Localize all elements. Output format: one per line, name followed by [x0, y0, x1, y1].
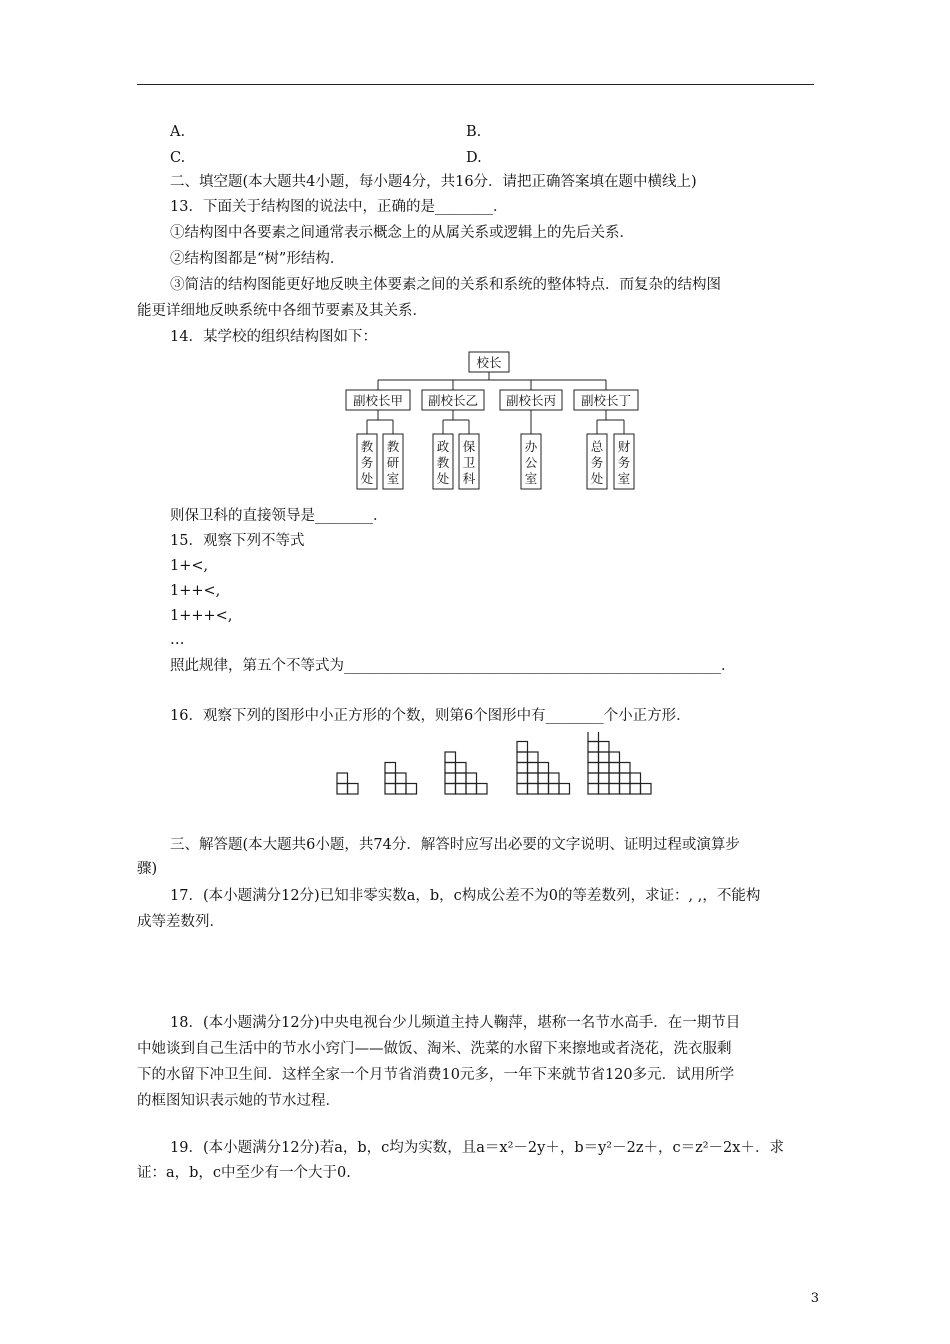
staircase-square [620, 763, 631, 774]
staircase-square [599, 742, 610, 753]
q16-stem: 16．观察下列的图形中小正方形的个数，则第6个图形中有________个小正方形． [170, 708, 691, 724]
q18-stem-line-3: 下的水留下冲卫生间．这样全家一个月节省消费10元多，一年下来就节省120多元．试用所学 [137, 1067, 735, 1083]
org-dept-2-char-2: 研 [386, 455, 400, 470]
section-2-header: 二、填空题(本大题共4小题，每小题4分，共16分．请把正确答案填在题中横线上) [170, 174, 697, 190]
staircase-square [456, 784, 467, 795]
org-dept-4-char-2: 卫 [462, 455, 476, 470]
q13-statement-1: ①结构图中各要素之间通常表示概念上的从属关系或逻辑上的先后关系． [170, 225, 634, 241]
q15-stem: 15．观察下列不等式 [170, 533, 305, 549]
q18-stem: 18．(本小题满分12分)中央电视台少儿频道主持人鞠萍，堪称一名节水高手．在一期节目 [170, 1015, 741, 1031]
staircase-square [630, 773, 641, 784]
option-d: D. [466, 150, 482, 166]
org-dept-1-char-1: 教 [360, 439, 374, 454]
staircase-square [445, 773, 456, 784]
staircase-square [609, 773, 620, 784]
staircase-square [385, 784, 396, 795]
staircase-square [538, 784, 549, 795]
org-dept-3-char-3: 处 [436, 471, 450, 486]
q13-stem: 13．下面关于结构图的说法中，正确的是________． [170, 199, 508, 215]
q15-ineq-2: 1++<, [170, 583, 221, 599]
q15-dots: … [170, 632, 185, 648]
staircase-square [385, 763, 396, 774]
staircase-square [348, 784, 359, 795]
org-dept-2-char-1: 教 [386, 439, 400, 454]
org-vp-1: 副校长甲 [352, 393, 404, 408]
staircase-square [528, 784, 539, 795]
staircase-square [588, 763, 599, 774]
org-dept-5-char-2: 公 [524, 455, 538, 470]
q19-stem-cont: 证：a，b，c中至少有一个大于0. [137, 1165, 351, 1181]
staircase-square [528, 773, 539, 784]
q15-ineq-3: 1+++<, [170, 608, 233, 624]
staircase-square [549, 773, 560, 784]
staircase-square [445, 763, 456, 774]
org-dept-5-char-1: 办 [524, 439, 538, 454]
staircase-square [528, 763, 539, 774]
staircase-square [466, 784, 477, 795]
page-number: 3 [810, 1291, 819, 1306]
org-dept-3-char-1: 政 [436, 439, 450, 454]
org-dept-6-char-2: 务 [590, 455, 604, 470]
q19-stem: 19．(本小题满分12分)若a，b，c均为实数，且a＝x²－2y＋，b＝y²－2z＋，c＝z²－2x＋．求 [170, 1140, 784, 1156]
staircase-square [538, 763, 549, 774]
q13-statement-3-cont: 能更详细地反映系统中各细节要素及其关系． [137, 303, 427, 319]
option-b: B. [466, 124, 482, 140]
staircase-square [609, 752, 620, 763]
staircase-square [396, 784, 407, 795]
staircase-square [337, 784, 348, 795]
staircase-square [588, 732, 599, 742]
staircase-square [599, 784, 610, 795]
staircase-square [337, 773, 348, 784]
staircase-square [385, 773, 396, 784]
staircase-square [466, 773, 477, 784]
q17-stem: 17．(本小题满分12分)已知非零实数a，b，c构成公差不为0的等差数列，求证：, ,，不能构 [170, 888, 761, 904]
section-3-header-cont: 骤) [137, 861, 158, 877]
org-dept-7-char-2: 务 [617, 455, 631, 470]
q15-question: 照此规律，第五个不等式为____________________________________________________． [170, 658, 736, 674]
staircase-square [599, 763, 610, 774]
org-dept-3-char-2: 教 [436, 455, 450, 470]
org-root: 校长 [476, 355, 502, 370]
org-dept-1-char-3: 处 [360, 471, 374, 486]
staircase-square [456, 773, 467, 784]
staircase-square [517, 763, 528, 774]
staircase-square [559, 784, 570, 795]
q18-stem-line-2: 中她谈到自己生活中的节水小窍门——做饭、淘米、洗菜的水留下来擦地或者浇花，洗衣服剩 [137, 1041, 732, 1057]
staircase-square [538, 773, 549, 784]
q14-question: 则保卫科的直接领导是________． [170, 508, 388, 524]
staircase-square [620, 784, 631, 795]
staircase-square [456, 763, 467, 774]
q15-ineq-1: 1+<, [170, 558, 209, 574]
org-chart [336, 350, 646, 492]
q13-statement-3: ③简洁的结构图能更好地反映主体要素之间的关系和系统的整体特点．而复杂的结构图 [170, 277, 721, 293]
staircase-square [620, 773, 631, 784]
org-vp-2: 副校长乙 [427, 393, 479, 408]
staircase-square [599, 752, 610, 763]
staircase-square [588, 773, 599, 784]
staircase-square [641, 784, 652, 795]
staircase-square [517, 742, 528, 753]
staircase-square [517, 784, 528, 795]
staircase-square [588, 742, 599, 753]
staircase-square [549, 784, 560, 795]
staircase-square [588, 784, 599, 795]
org-dept-5-char-3: 室 [524, 471, 538, 486]
staircase-square [406, 784, 417, 795]
staircase-square [445, 784, 456, 795]
option-a: A. [170, 124, 186, 140]
staircase-square [630, 784, 641, 795]
org-dept-6-char-1: 总 [590, 439, 604, 454]
org-dept-2-char-3: 室 [386, 471, 400, 486]
section-3-header: 三、解答题(本大题共6小题，共74分．解答时应写出必要的文字说明、证明过程或演算步 [170, 837, 740, 853]
q14-stem: 14．某学校的组织结构图如下： [170, 329, 377, 345]
org-vp-4: 副校长丁 [580, 393, 632, 408]
staircase-square [599, 773, 610, 784]
header-rule [137, 84, 814, 85]
staircase-square [517, 773, 528, 784]
staircase-square [517, 752, 528, 763]
staircase-square [528, 752, 539, 763]
q17-stem-cont: 成等差数列． [137, 914, 224, 930]
org-dept-4-char-1: 保 [462, 439, 476, 454]
org-dept-7-char-3: 室 [617, 471, 631, 486]
staircase-square [609, 784, 620, 795]
org-dept-6-char-3: 处 [590, 471, 604, 486]
staircase-square [477, 784, 488, 795]
org-vp-3: 副校长丙 [505, 393, 557, 408]
option-c: C. [170, 150, 186, 166]
org-dept-4-char-3: 科 [462, 471, 476, 486]
q13-statement-2: ②结构图都是“树”形结构． [170, 251, 345, 267]
org-dept-1-char-2: 务 [360, 455, 374, 470]
staircase-square [609, 763, 620, 774]
staircase-square [445, 752, 456, 763]
q18-stem-line-4: 的框图知识表示她的节水过程． [137, 1093, 340, 1109]
staircase-square [588, 752, 599, 763]
staircase-square [396, 773, 407, 784]
org-dept-7-char-1: 财 [617, 439, 631, 454]
staircase-figures [330, 732, 660, 802]
